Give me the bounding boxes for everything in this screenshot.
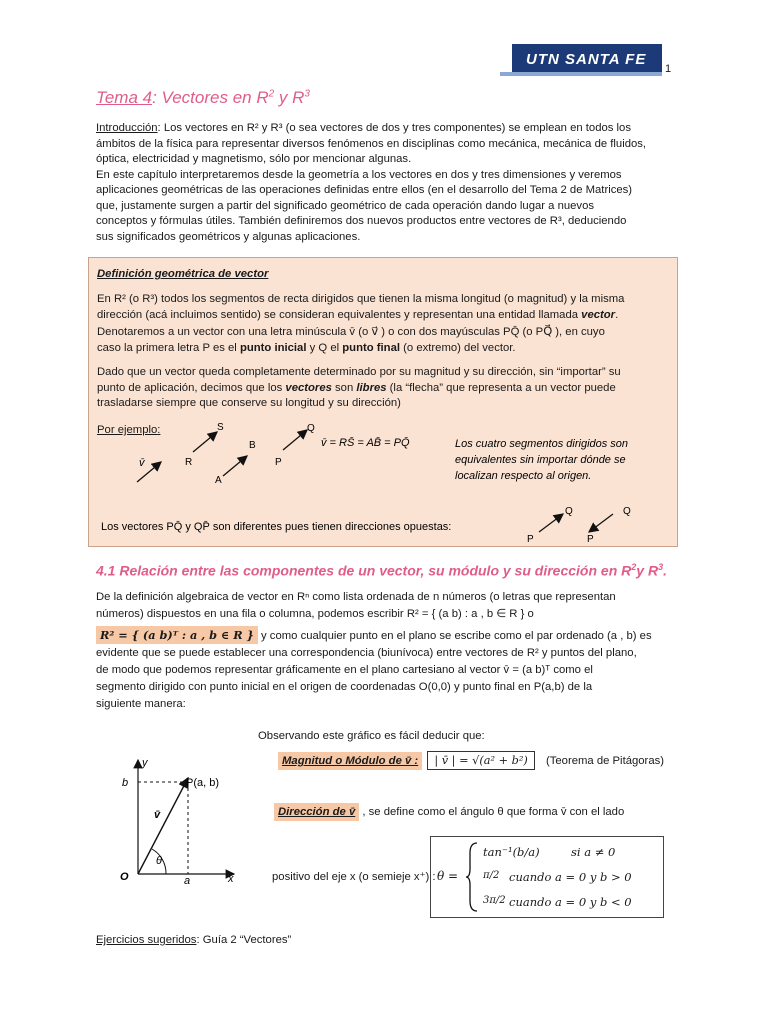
example-label: Por ejemplo: [97,424,161,436]
observe-text: Observando este gráfico es fácil deducir que: [258,730,485,742]
magnitude-formula: | v̄ | = √(a² + b²) [427,751,535,770]
definition-text-1: En R² (o R³) todos los segmentos de recta dirigidos que tienen la misma longitud (o magnitud) y la misma dirección (acá incluimos sentido) se consideran equivalentes y representan una entidad llamada vector. [97,293,625,321]
case3-condition: cuando a = 0 y b < 0 [509,895,632,909]
logo-accent-bar [500,72,662,76]
case2-expression: π/2 [483,870,500,881]
equivalent-vectors-figure [89,418,679,546]
positive-axis-text: positivo del eje x (o semieje x⁺) : [272,871,436,883]
graph-x-label: x [228,873,234,885]
vector-pq-opposite-arrow [539,514,563,532]
label-P-2: P [527,534,534,545]
page-number: 1 [665,63,672,75]
graph-y-label: y [142,757,148,769]
note-line-1: Los cuatro segmentos dirigidos son [455,438,629,450]
vector-ab-arrow [223,456,247,476]
brace-icon [465,841,479,913]
graph-theta-label: θ [156,855,162,867]
cartesian-vector-graph [100,752,260,887]
label-Q-3: Q [623,506,631,517]
label-P: P [275,457,282,468]
section-paragraph: De la definición algebraica de vector en Rⁿ como lista ordenada de n números (o letras que representan números) dispuestos en una fila o columna, podemos escribir R² = { (a b) : a , b ∈ R } o R² = { (a b)ᵀ : a , b ∈ R } y como cualquier punto en el plano se escribe como el par ordenado (a , b) es evidente que se puede establecer una correspondencia (biunívoca) entre vectores de R² y puntos del plano, de modo que podemos representar gráficamente en el plano cartesiano al vector v̄ = (a b)ᵀ como el segmento dirigido con punto inicial en el origen de coordenadas O(0,0) y punto final en P(a,b) de la siguiente manera: [96,591,652,710]
label-A: A [215,475,222,486]
graph-a-label: a [184,875,191,887]
label-P-3: P [587,534,594,545]
label-S: S [217,422,224,433]
page-title: Tema 4: Vectores en $R^2$ y $R^3$ [96,88,310,107]
case3-expression: 3π/2 [483,895,506,906]
magnitude-label: Magnitud o Módulo de v̄ : [278,752,422,770]
label-v: v̄ [139,457,145,469]
vector-pq-arrow [283,430,307,450]
vector-rs-arrow [193,432,217,452]
case1-expression: tan⁻¹(b/a) [483,845,540,859]
note-line-3: localizan respecto al origen. [455,470,592,482]
label-R: R [185,457,193,468]
r2-set-formula: R² = { (a b)ᵀ : a , b ∈ R } [96,626,258,644]
graph-p-label: P(a, b) [186,777,220,789]
label-B: B [249,440,256,451]
case1-condition: si a ≠ 0 [571,845,616,859]
pythagoras-note: (Teorema de Pitágoras) [545,755,665,767]
section-title: 4.1 Relación entre las componentes de un vector, su módulo y su dirección en $R^2y$ $R^3$. [96,562,667,579]
vector-qp-arrow [589,514,613,532]
exercises-line: Ejercicios sugeridos: Guía 2 “Vectores” [96,934,292,946]
direction-label: Dirección de v̄ [274,803,359,821]
graph-v-label: v̄ [154,809,161,821]
case2-condition: cuando a = 0 y b > 0 [509,870,632,884]
definition-box [88,257,678,547]
label-Q: Q [307,423,315,434]
note-line-2: equivalentes sin importar dónde se [455,454,626,466]
opposite-text: Los vectores PQ̄ y QP̄ son diferentes pues tienen direcciones opuestas: [101,521,452,533]
intro-label: Introducción [96,122,158,134]
definition-text-2: Denotaremos a un vector con una letra minúscula v̄ (o v⃗ ) o con dos mayúsculas PQ̄ (o PQ⃗ ), en cuyo caso la primera letra P es el punto inicial y Q el punto final (o extremo) del vector. [97,326,605,354]
theta-equals: θ = [437,869,459,883]
vector-equality: v̄ = RS̄ = AB̄ = PQ̄ [321,437,410,449]
definition-text-3: Dado que un vector queda completamente determinado por su magnitud y su dirección, sin “importar” su punto de aplicación, decimos que los vectores son libres (la “flecha” que representa a un vector puede trasladarse siempre que conserve su longitud y su dirección) [97,366,621,409]
magnitude-row [278,754,664,767]
graph-b-label: b [122,777,129,789]
university-logo: UTN SANTA FE [512,44,662,74]
theta-piecewise-box [430,836,664,918]
definition-heading: Definición geométrica de vector [97,268,269,280]
graph-origin-label: O [120,871,129,883]
direction-row: Dirección de v̄ , se define como el ángulo θ que forma v̄ con el lado [274,806,624,818]
intro-paragraph: Introducción: Los vectores en R² y R³ (o sea vectores de dos y tres componentes) se emplean en todos los ámbitos de la física para representar diversos fenómenos en disciplinas como mecánica, mecánica de fluidos, óptica, electricidad y magnetismo, sólo por mencionar algunas. En este capítulo interpretaremos desde la geometría a los vectores en dos y tres dimensiones y veremos aplicaciones geométricas de las operaciones definidas entre ellos (en el desarrollo del Tema 2 de Matrices) que, justamente surgen a partir del significado geométrico de cada operación dando lugar a nuevos conceptos y fórmulas útiles. También definiremos dos nuevos productos entre vectores de R³, deduciendo sus significados geométricos y algunas aplicaciones. [96,122,647,243]
label-Q-2: Q [565,506,573,517]
